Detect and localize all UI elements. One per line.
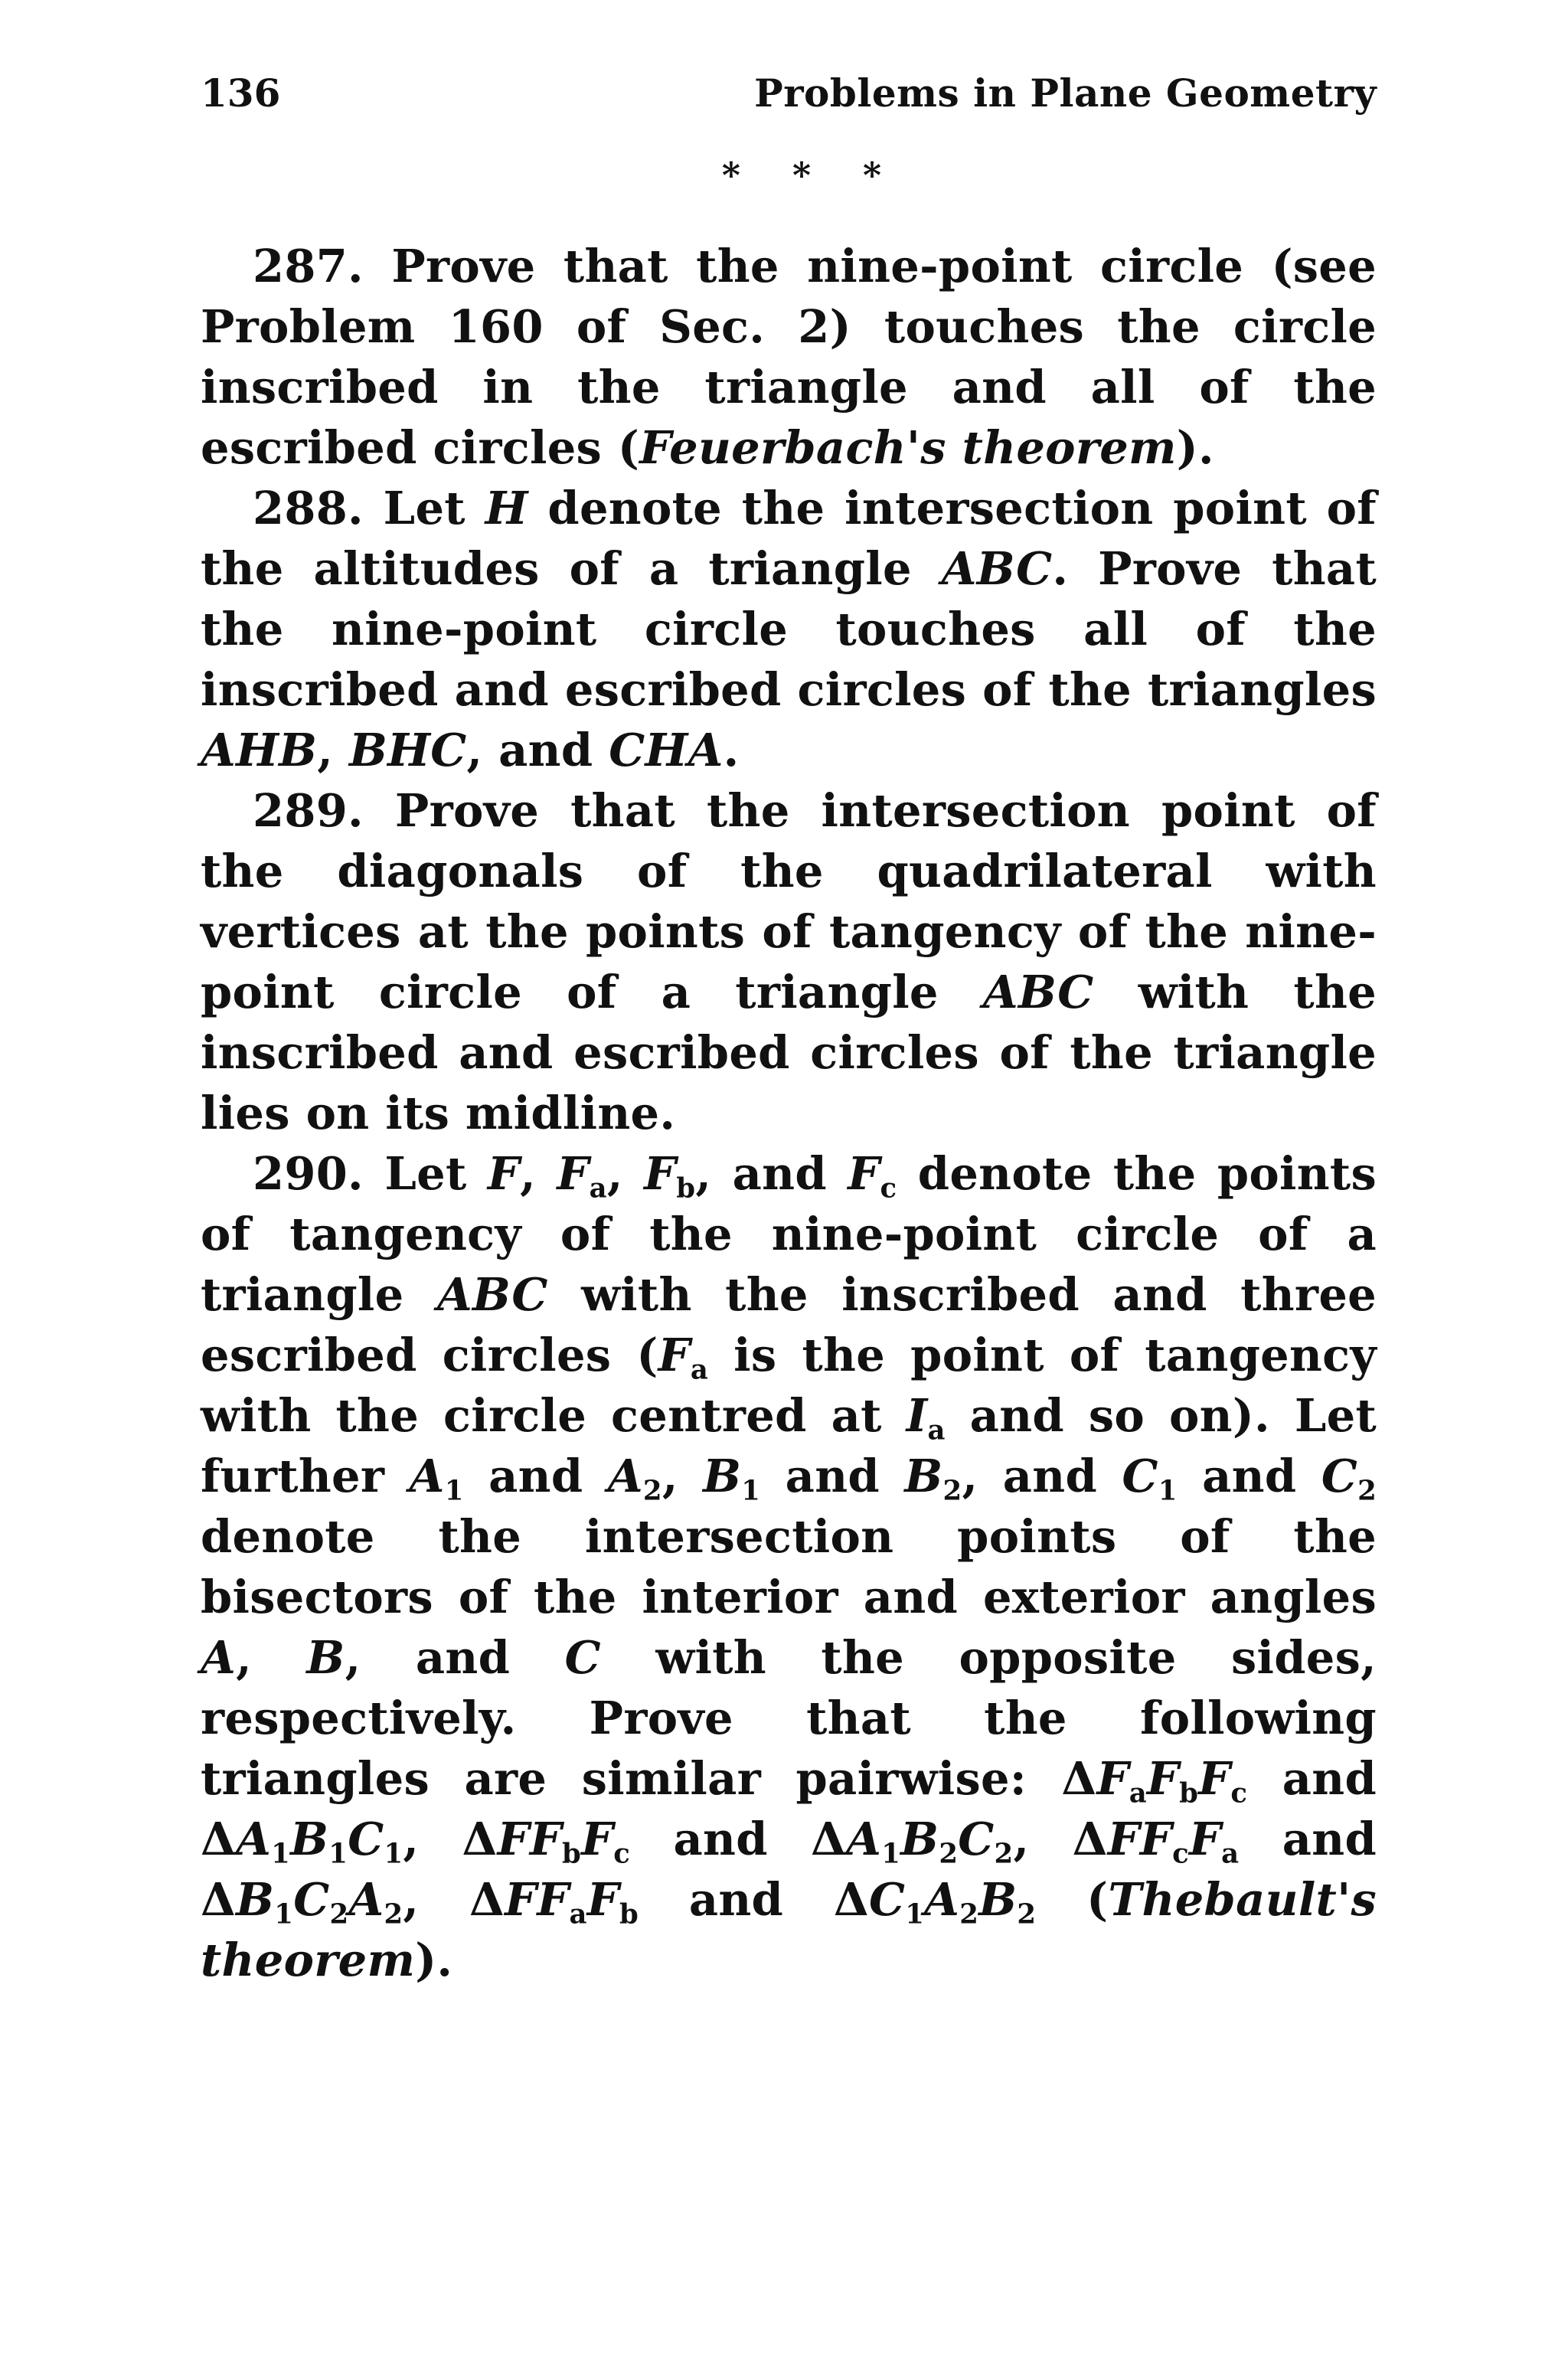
text-run: and Δ <box>630 1813 847 1865</box>
math-symbol: C <box>1122 1450 1158 1502</box>
problem-288 <box>201 478 1377 780</box>
subscript: 2 <box>942 1475 962 1507</box>
math-symbol: I <box>906 1389 928 1442</box>
text-run: . <box>723 724 740 776</box>
subscript: b <box>1179 1777 1199 1810</box>
math-symbol: ABC <box>982 966 1094 1018</box>
subscript: a <box>589 1172 607 1205</box>
math-symbol: F <box>1139 1813 1173 1865</box>
text-run: , <box>520 1147 557 1200</box>
text-run: , and <box>345 1631 565 1684</box>
text-run: and <box>463 1450 608 1502</box>
math-symbol: B <box>904 1450 943 1502</box>
math-symbol: F <box>586 1873 619 1926</box>
problem-text <box>201 1147 1377 1986</box>
subscript: c <box>613 1838 631 1870</box>
subscript: b <box>619 1898 639 1930</box>
text-run: is the point of tangency with the circle centred at <box>201 1329 1377 1442</box>
math-symbol: A <box>348 1873 384 1926</box>
math-symbol: C <box>868 1873 906 1926</box>
math-symbol: A <box>846 1813 882 1865</box>
running-title: Problems in Plane Geometry <box>754 70 1377 116</box>
text-run: , and <box>695 1147 848 1200</box>
subscript: 2 <box>1357 1475 1377 1507</box>
subscript: 2 <box>994 1838 1014 1870</box>
problem-text <box>201 482 1377 776</box>
text-run: Prove that the nine-point circle (see Problem 160 of Sec. 2) touches the circle inscribed in the triangle and all of the escribed circles ( <box>201 240 1377 474</box>
text-run: with the opposite sides, respectively. Prove that the following triangles are similar pairwise: Δ <box>201 1631 1377 1805</box>
math-symbol: B <box>306 1631 345 1684</box>
math-symbol: C <box>1321 1450 1358 1502</box>
subscript: 2 <box>329 1898 349 1930</box>
math-symbol: F <box>497 1813 530 1865</box>
math-symbol: Thebault's theorem <box>201 1873 1377 1986</box>
subscript: 2 <box>939 1838 959 1870</box>
math-symbol: A <box>924 1873 960 1926</box>
subscript: a <box>1221 1838 1240 1870</box>
text-run: Prove that the intersection point of the diagonals of the quadrilateral with vertices at the points of tangency of the nine-point circle of a triangle <box>201 784 1377 1018</box>
math-symbol: F <box>1107 1813 1140 1865</box>
math-symbol: F <box>1188 1813 1222 1865</box>
math-symbol: A <box>409 1450 445 1502</box>
text-run: , Δ <box>403 1813 498 1865</box>
math-symbol: ABC <box>436 1268 548 1321</box>
math-symbol: B <box>703 1450 742 1502</box>
problem-number: 289. <box>253 784 364 837</box>
text-run: , Δ <box>1013 1813 1108 1865</box>
math-symbol: F <box>1096 1752 1129 1805</box>
math-symbol: F <box>529 1813 563 1865</box>
text-run: Let <box>363 1147 488 1200</box>
math-symbol: B <box>900 1813 939 1865</box>
subscript: 1 <box>741 1475 761 1507</box>
text-run: and Δ <box>201 1752 1377 1865</box>
math-symbol: CHA <box>609 724 724 776</box>
math-symbol: F <box>581 1813 614 1865</box>
math-symbol: F <box>557 1147 590 1200</box>
text-run: and so on). Let further <box>201 1389 1377 1502</box>
math-symbol: F <box>848 1147 880 1200</box>
text-run: , and <box>466 724 609 776</box>
subscript: 1 <box>881 1838 901 1870</box>
subscript: b <box>562 1838 582 1870</box>
math-symbol: B <box>290 1813 329 1865</box>
math-symbol: F <box>537 1873 570 1926</box>
text-run: . Prove that the nine-point circle touches all of the inscribed and escribed circles of the triangles <box>201 542 1377 716</box>
math-symbol: A <box>236 1813 272 1865</box>
subscript: c <box>1172 1838 1189 1870</box>
problem-list <box>201 236 1377 1990</box>
subscript: 1 <box>444 1475 464 1507</box>
problem-number: 288. <box>253 482 364 535</box>
text-run: Let <box>363 482 485 535</box>
text-run: and Δ <box>639 1873 869 1926</box>
math-symbol: F <box>505 1873 537 1926</box>
text-run: , Δ <box>403 1873 505 1926</box>
subscript: 1 <box>271 1838 291 1870</box>
text-run: and <box>1177 1450 1321 1502</box>
text-run: ). <box>1176 421 1214 474</box>
subscript: 1 <box>328 1838 348 1870</box>
text-run: , <box>606 1147 645 1200</box>
problem-290 <box>201 1143 1377 1990</box>
problem-text <box>201 240 1377 474</box>
section-separator: * * * <box>721 155 902 196</box>
subscript: 2 <box>959 1898 979 1930</box>
problem-text <box>201 784 1377 1139</box>
subscript: 1 <box>274 1898 294 1930</box>
text-run: and Δ <box>201 1813 1377 1926</box>
subscript: 2 <box>384 1898 403 1930</box>
text-run: , <box>662 1450 704 1502</box>
text-run: ( <box>1036 1873 1109 1926</box>
text-run: denote the intersection point of the altitudes of a triangle <box>201 482 1377 595</box>
math-symbol: F <box>644 1147 677 1200</box>
math-symbol: ABC <box>941 542 1053 595</box>
text-run: , <box>317 724 349 776</box>
subscript: a <box>1129 1777 1147 1810</box>
problem-287 <box>201 236 1377 478</box>
math-symbol: BHC <box>348 724 467 776</box>
math-symbol: C <box>348 1813 384 1865</box>
math-symbol: B <box>236 1873 275 1926</box>
text-run: and <box>760 1450 905 1502</box>
math-symbol: H <box>485 482 528 535</box>
text-run: ). <box>415 1934 453 1986</box>
subscript: 2 <box>1017 1898 1037 1930</box>
math-symbol: C <box>958 1813 995 1865</box>
text-run: denote the points of tangency of the nine-point circle of a triangle <box>201 1147 1377 1321</box>
subscript: 1 <box>1158 1475 1178 1507</box>
text-run: denote the intersection points of the bisectors of the interior and exterior angles <box>201 1510 1377 1623</box>
problem-number: 290. <box>253 1147 364 1200</box>
text-run: with the inscribed and escribed circles of the triangle lies on its midline. <box>201 966 1377 1139</box>
subscript: a <box>569 1898 587 1930</box>
subscript: 1 <box>384 1838 403 1870</box>
subscript: c <box>880 1172 897 1205</box>
math-symbol: C <box>564 1631 601 1684</box>
subscript: a <box>690 1354 709 1386</box>
math-symbol: F <box>487 1147 521 1200</box>
subscript: c <box>1230 1777 1248 1810</box>
subscript: 2 <box>642 1475 662 1507</box>
text-run: with the inscribed and three escribed circles ( <box>201 1268 1377 1381</box>
math-symbol: A <box>201 1631 237 1684</box>
math-symbol: Feuerbach's theorem <box>639 421 1177 474</box>
subscript: b <box>676 1172 696 1205</box>
text-run: , and <box>962 1450 1122 1502</box>
math-symbol: C <box>293 1873 330 1926</box>
math-symbol: AHB <box>201 724 318 776</box>
subscript: a <box>927 1414 946 1447</box>
text-run: , <box>236 1631 307 1684</box>
page-header <box>201 70 1377 139</box>
math-symbol: F <box>1198 1752 1231 1805</box>
math-symbol: B <box>978 1873 1018 1926</box>
book-page <box>201 70 1377 2352</box>
problem-289 <box>201 780 1377 1143</box>
page-number: 136 <box>201 70 281 116</box>
math-symbol: F <box>658 1329 691 1381</box>
problem-number: 287. <box>253 240 364 293</box>
math-symbol: F <box>1146 1752 1180 1805</box>
math-symbol: A <box>607 1450 643 1502</box>
subscript: 1 <box>905 1898 925 1930</box>
